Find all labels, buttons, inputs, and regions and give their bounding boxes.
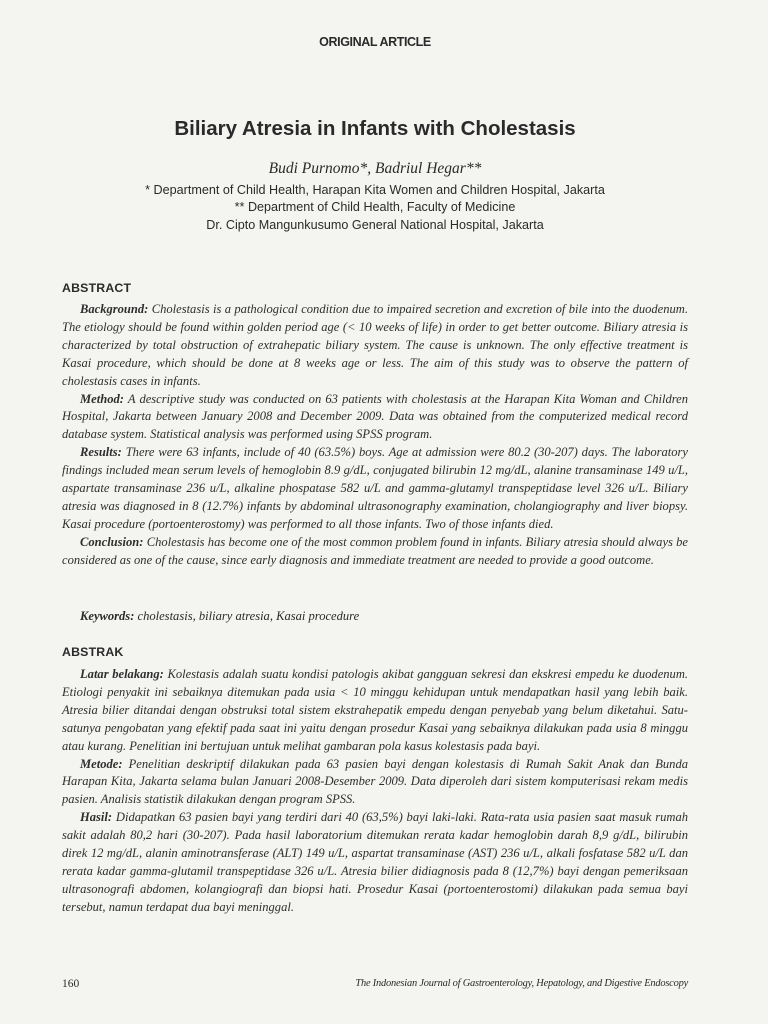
method-label: Method: (80, 391, 124, 406)
affiliation-line: * Department of Child Health, Harapan Kita Women and Children Hospital, Jakarta (145, 183, 605, 197)
hasil-label: Hasil: (80, 810, 113, 825)
latar-label: Latar belakang: (80, 667, 164, 681)
conclusion-text: Cholestasis has become one of the most common problem found in infants. Biliary atresia should always be considered as one of the cause, since early diagnosis and immediate treatment are needed to provide a good outcome. (62, 534, 688, 567)
latar-text: Kolestasis adalah suatu kondisi patologis akibat gangguan sekresi dan ekskresi empedu ke duodenum. Etiologi penyakit ini sebaiknya ditemukan pada usia < 10 minggu kehidupan untuk mendapatkan hasil yang lebih baik. Atresia bilier ditandai dengan obstruksi total sistem ekstrahepatik empedu dengan penyebab yang belum diketahui. Satu-satunya pengobatan yang efektif pada saat ini yaitu dengan prosedur Kasai yang sebaiknya dilakukan pada usia 8 minggu atau kurang. Penelitian ini bertujuan untuk melihat gambaran pola kasus kolestasis pada bayi. (62, 667, 689, 753)
article-title: Biliary Atresia in Infants with Cholestasis (174, 117, 576, 140)
metode-label: Metode: (80, 756, 123, 771)
abstrak-metode (62, 756, 688, 810)
abstrak-heading: ABSTRAK (62, 645, 124, 659)
section-label: ORIGINAL ARTICLE (319, 35, 431, 49)
article-authors: Budi Purnomo*, Badriul Hegar** (268, 160, 482, 177)
page-number: 160 (62, 978, 80, 990)
hasil-text: Didapatkan 63 pasien bayi yang terdiri dari 40 (63,5%) bayi laki-laki. Rata-rata usia pasien saat masuk rumah sakit adalah 80,2 hari (30-207). Pada hasil laboratorium ditemukan rerata kadar hemoglobin darah 8,9 g/dL, bilirubin direk 12 mg/dL, alanin aminotransferase (ALT) 149 u/L, aspartat transaminase (AST) 236 u/L, alkali fosfatase 582 u/L dan rerata kadar gamma-glutamil transpeptidase 326 u/L. Atresia bilier didiagnosis pada 8 (12,7%) bayi dengan pemeriksaan ultrasonografi abdomen, kolangiografi dan biopsi hati. Prosedur Kasai (portoenterostomi) dilakukan pada semua bayi tersebut, namun terdapat dua bayi meninggal. (62, 810, 688, 914)
results-label: Results: (80, 445, 122, 460)
abstrak-body (62, 666, 688, 917)
background-label: Background: (80, 302, 149, 316)
conclusion-label: Conclusion: (80, 534, 144, 549)
abstract-body (62, 301, 688, 570)
abstract-conclusion (62, 534, 688, 570)
method-text: A descriptive study was conducted on 63 patients with cholestasis at the Harapan Kita Woman and Children Hospital, Jakarta between January 2008 and December 2009. Data was obtained from the computerized medical record database system. Statistical analysis was performed using SPSS program. (62, 391, 688, 442)
journal-name: The Indonesian Journal of Gastroenterology, Hepatology, and Digestive Endoscopy (355, 978, 688, 989)
affiliation-line: ** Department of Child Health, Faculty of Medicine (234, 200, 516, 215)
article-page (62, 0, 688, 1024)
keywords-label: Keywords: (80, 609, 135, 623)
abstract-background (62, 301, 688, 391)
abstract-results (62, 444, 688, 534)
affiliations (62, 182, 688, 234)
keywords (80, 609, 359, 624)
abstract-heading: ABSTRACT (62, 281, 132, 295)
abstrak-latar (62, 666, 688, 756)
metode-text: Penelitian deskriptif dilakukan pada 63 pasien bayi dengan kolestasis di Rumah Sakit Anak dan Bunda Harapan Kita, Jakarta selama bulan Januari 2008-Desember 2009. Data diperoleh dari sistem komputerisasi rekam medis pasien. Analisis statistik dilakukan dengan program SPSS. (62, 756, 688, 807)
affiliation-line: Dr. Cipto Mangunkusumo General National Hospital, Jakarta (206, 217, 544, 232)
results-text: There were 63 infants, include of 40 (63.5%) boys. Age at admission were 80.2 (30-207) days. The laboratory findings included mean serum levels of hemoglobin 8.9 g/dL, conjugated bilirubin 12 mg/dL, alanine transaminase 149 u/L, aspartate transaminase 236 u/L, alkaline phospatase 582 u/L and gamma-glutamyl transpeptidase level 326 u/L. Biliary atresia was diagnosed in 8 (12.7%) infants by abdominal ultrasonography examination, cholangiography and liver biopsy. Kasai procedure (portoenterostomy) was performed to all those infants. Two of those infants died. (62, 445, 688, 531)
abstract-method (62, 391, 688, 445)
background-text: Cholestasis is a pathological condition due to impaired secretion and excretion of bile into the duodenum. The etiology should be found within golden period age (< 10 weeks of life) in order to get better outcome. Biliary atresia is characterized by total obstruction of extrahepatic biliary system. The cause is unknown. The only effective treatment is Kasai procedure, which should be done at 8 weeks age or less. The aim of this study was to observe the pattern of cholestasis cases in infants. (62, 302, 688, 388)
keywords-text: cholestasis, biliary atresia, Kasai procedure (137, 609, 360, 623)
abstrak-hasil (62, 809, 688, 916)
